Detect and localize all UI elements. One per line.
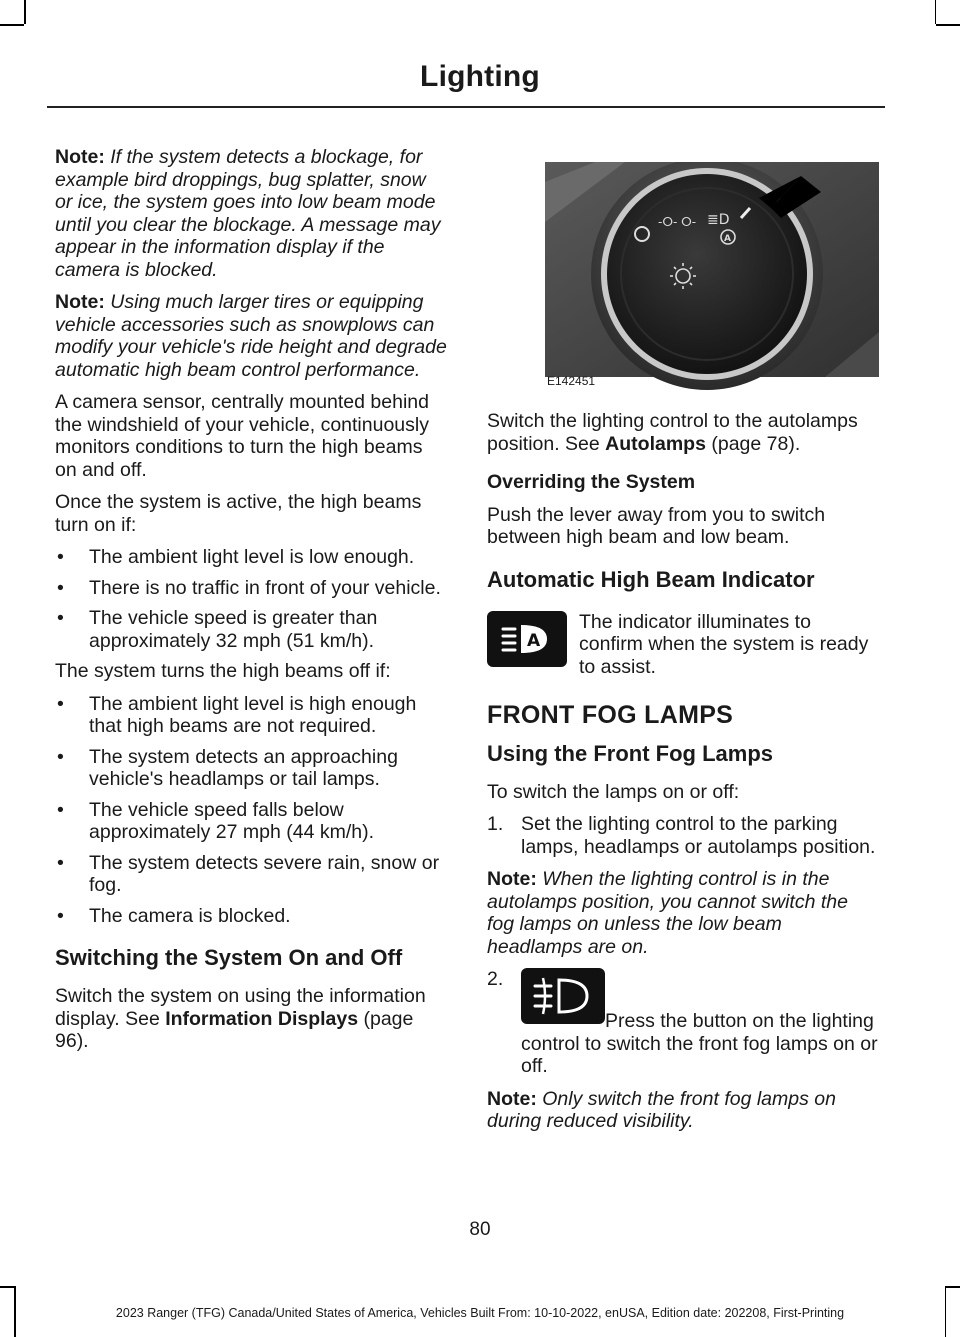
fog-steps-2 [487, 968, 879, 1078]
turn-off-list [55, 693, 447, 928]
heading-front-fog-lamps: FRONT FOG LAMPS [487, 701, 734, 729]
header-divider [47, 106, 885, 108]
left-column [55, 146, 447, 1063]
note-autolamps: Note: When the lighting control is in the autolamps position, you cannot switch the fog lamps on unless the low beam headlamps are on. [487, 868, 848, 958]
list-item: 1. Set the lighting control to the parking lamps, headlamps or autolamps position. [487, 813, 876, 858]
indicator-row [487, 611, 879, 679]
heading-using-fog-lamps: Using the Front Fog Lamps [487, 740, 773, 766]
list-item: • The system detects severe rain, snow or fog. [55, 852, 447, 897]
note-reduced-visibility: Note: Only switch the front fog lamps on during reduced visibility. [487, 1087, 836, 1132]
heading-indicator: Automatic High Beam Indicator [487, 566, 815, 592]
turn-on-list [55, 546, 447, 652]
paragraph-override: Push the lever away from you to switch between high beam and low beam. [487, 503, 826, 548]
crop-mark [936, 24, 960, 26]
svg-text:A: A [724, 234, 731, 244]
note-tires: Note: Using much larger tires or equipping vehicle accessories such as snowplows can modify your vehicle's ride height and degrade automatic high beam control performance. [55, 291, 447, 381]
crop-mark [946, 1286, 960, 1288]
paragraph-indicator: The indicator illuminates to confirm when the system is ready to assist. [579, 610, 869, 678]
page-number: 80 [469, 1219, 491, 1240]
crop-mark [935, 0, 937, 24]
list-item: • The ambient light level is low enough. [55, 546, 447, 569]
paragraph-turn-on: Once the system is active, the high beams turn on if: [55, 491, 422, 536]
link-autolamps[interactable]: Autolamps [605, 432, 706, 455]
note-blockage: Note: If the system detects a blockage, for example bird droppings, bug splatter, snow or ice, the system goes into low beam mode until you clear the blockage. A message may appear in the information display if the camera is blocked. [55, 146, 441, 281]
svg-text:‑ⵔ‑ ⵔ‑: ‑ⵔ‑ ⵔ‑ [658, 215, 697, 229]
fog-steps [487, 813, 879, 858]
lighting-control-dial-icon [545, 162, 879, 392]
front-fog-lamp-icon [521, 968, 605, 1024]
list-item: • The vehicle speed is greater than approximately 32 mph (51 km/h). [55, 607, 447, 652]
paragraph-switch-on: Switch the system on using the information display. See Information Displays (page 96). [55, 985, 426, 1052]
list-item: 2. Press the button on the lighting control to switch the front fog lamps on or off. [487, 968, 878, 1077]
svg-text:≣D: ≣D [707, 212, 730, 228]
figure-id: E142451 [547, 373, 596, 388]
link-information-displays[interactable]: Information Displays [165, 1007, 359, 1030]
paragraph-turn-off: The system turns the high beams off if: [55, 660, 391, 682]
auto-high-beam-indicator-icon [487, 611, 567, 667]
paragraph-fog-intro: To switch the lamps on or off: [487, 780, 740, 803]
paragraph-camera-sensor: A camera sensor, centrally mounted behind the windshield of your vehicle, continuously monitors conditions to turn the high beams on and off. [55, 391, 429, 481]
paragraph-autolamps: Switch the lighting control to the autolamps position. See Autolamps (page 78). [487, 410, 858, 455]
footer-edition: 2023 Ranger (TFG) Canada/United States of America, Vehicles Built From: 10-10-2022, enUSA, Edition date: 202208, First-Printing [115, 1306, 845, 1320]
list-item: • There is no traffic in front of your vehicle. [55, 577, 447, 600]
list-item: • The ambient light level is high enough that high beams are not required. [55, 693, 447, 738]
list-item: • The camera is blocked. [55, 905, 447, 928]
heading-switching-system: Switching the System On and Off [55, 945, 403, 970]
crop-mark [0, 1286, 14, 1288]
list-item: • The vehicle speed falls below approximately 27 mph (44 km/h). [55, 799, 447, 844]
right-column [487, 162, 879, 1143]
crop-mark [0, 24, 24, 26]
lighting-control-figure [545, 162, 879, 392]
heading-overriding-system: Overriding the System [487, 471, 696, 493]
list-item: • The system detects an approaching vehicle's headlamps or tail lamps. [55, 746, 447, 791]
crop-mark [24, 0, 26, 24]
svg-text:A: A [527, 630, 541, 651]
page-title: Lighting [420, 60, 540, 93]
